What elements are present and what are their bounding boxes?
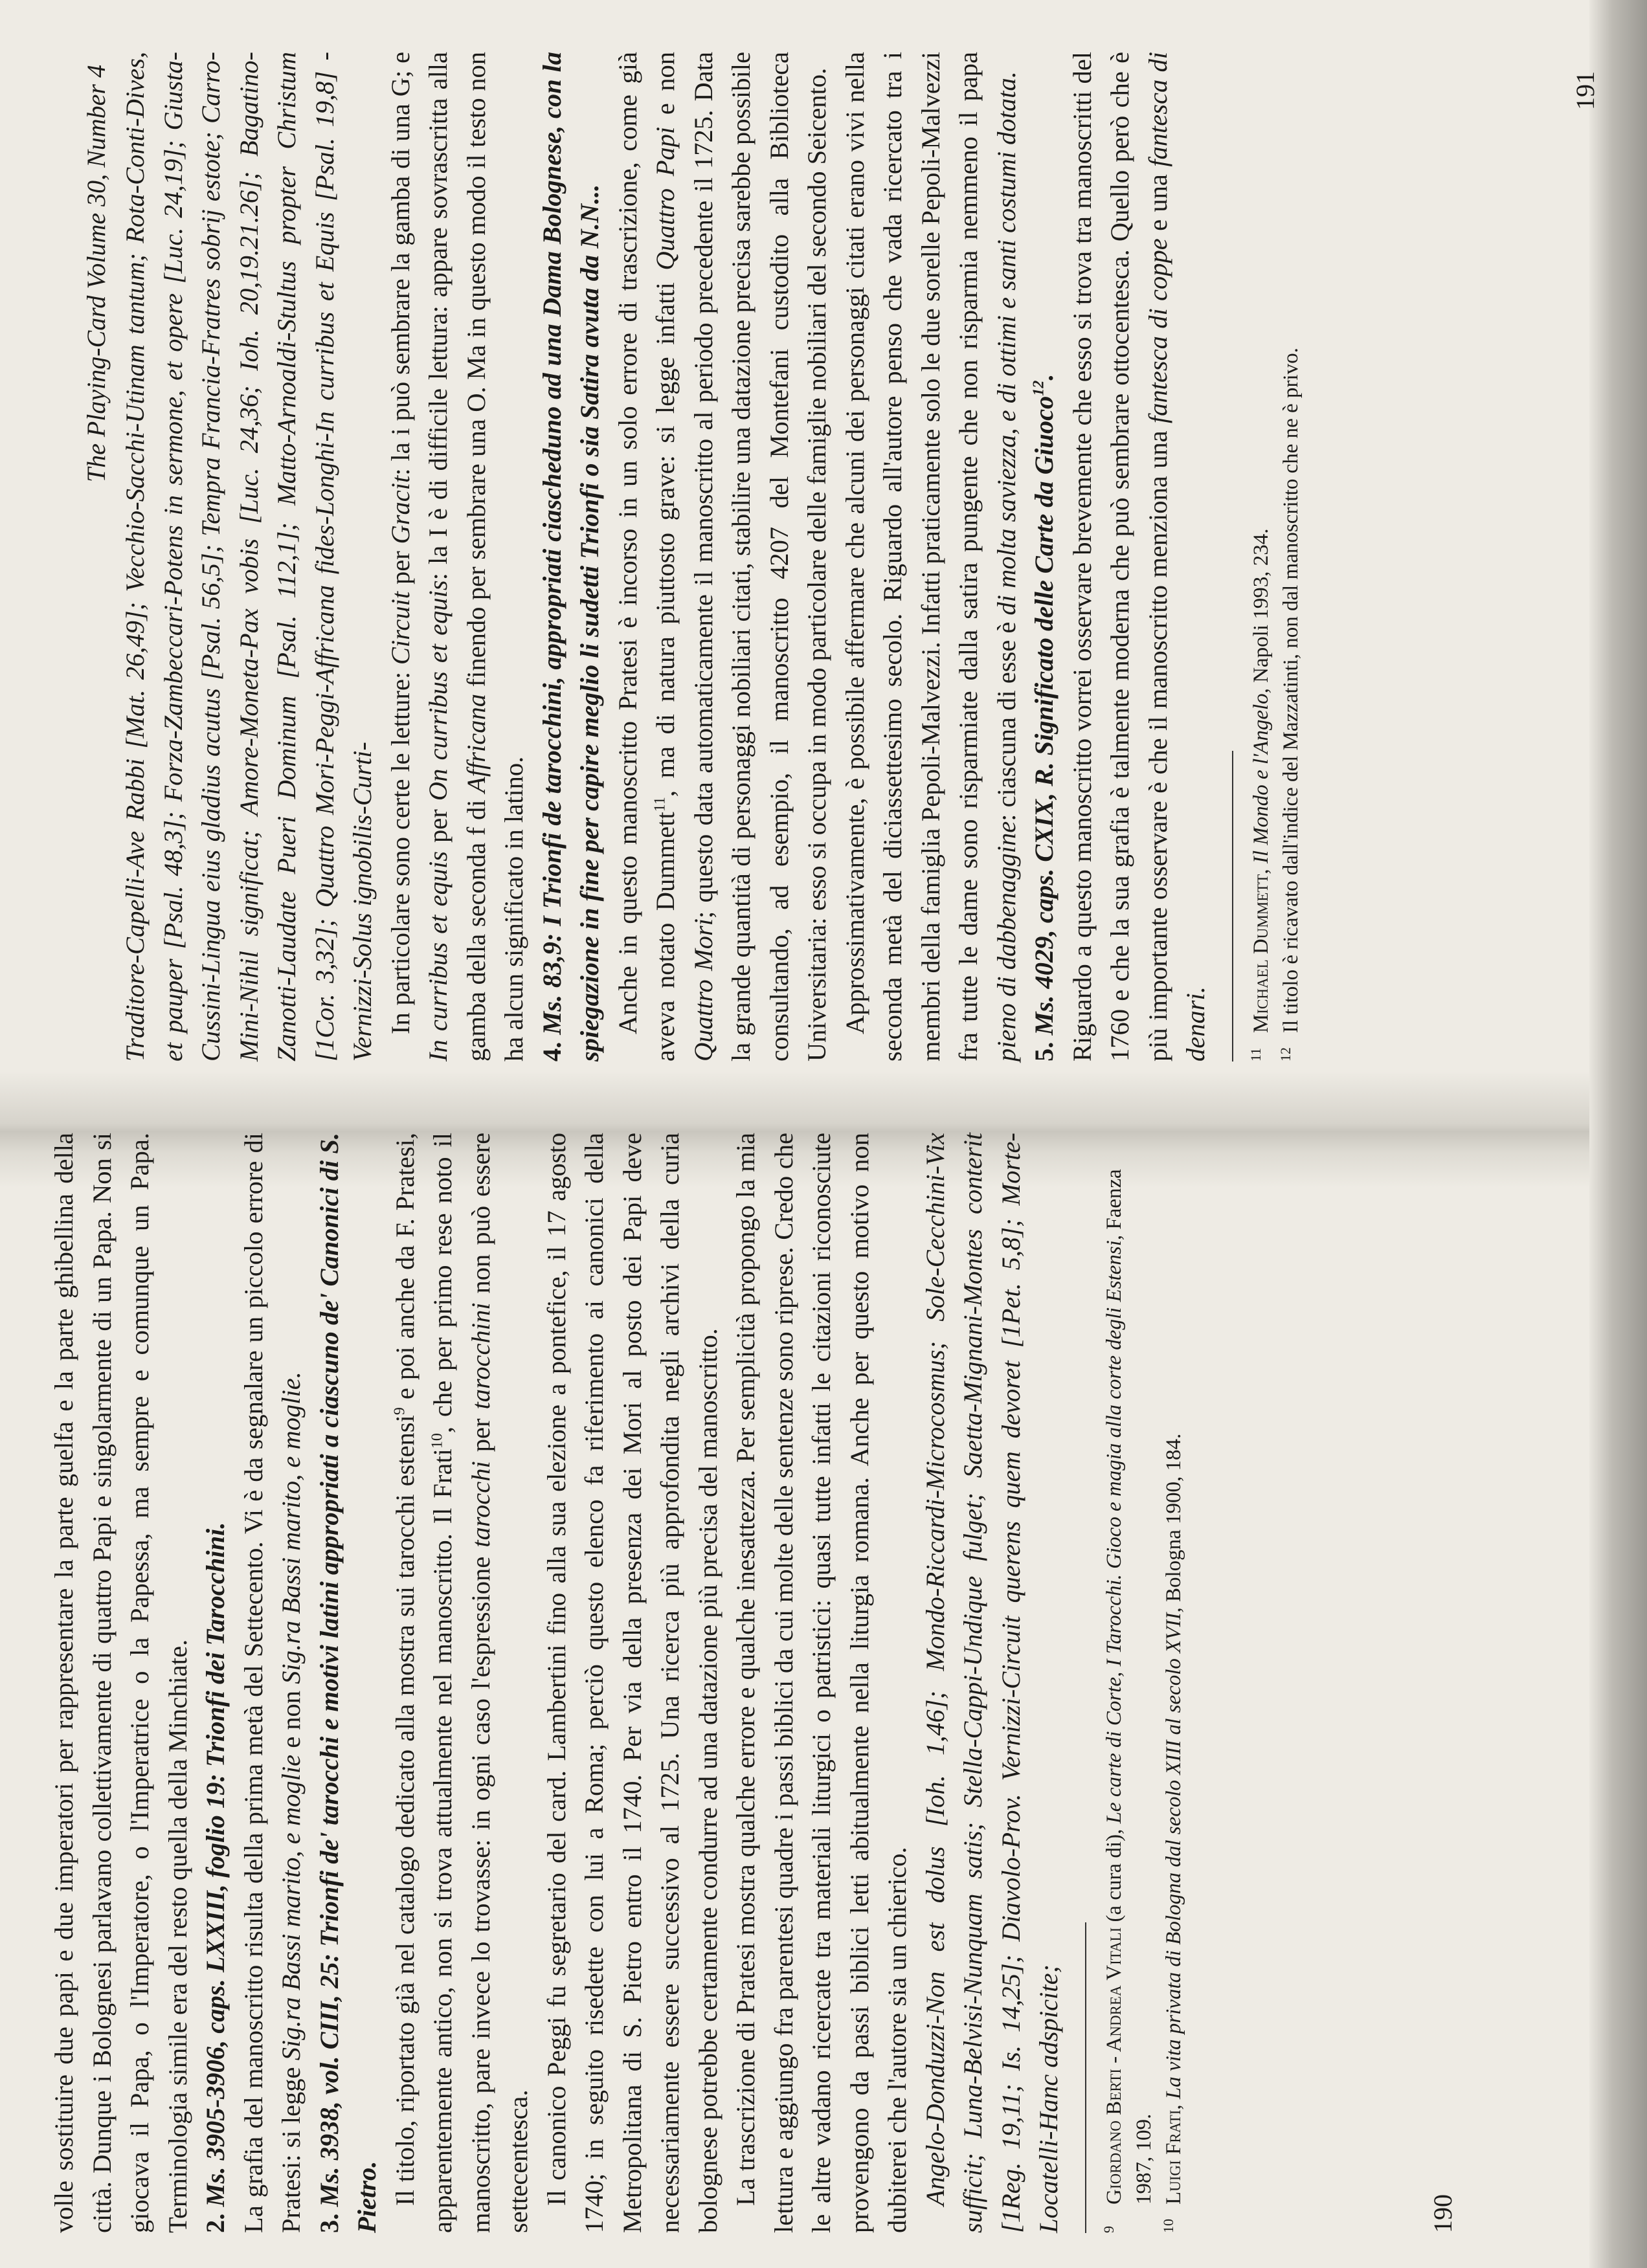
footnote-9-title: Le carte di Corte, I Tarocchi. Gioco e magia alla corte degli Estensi, [1102, 1234, 1126, 1824]
section-4-title: Ms. 83,9: I Trionfi de tarocchini, appropriati ciascheduno ad una Dama Bolognese, con la spiegazione in fine per capire meglio li sudetti Trionfi o sia Satira avuta da N.N... [537, 52, 604, 1062]
s4-p1-text-c: e non [651, 52, 680, 115]
section-3-title: Ms. 3938, vol. CIII, 25: Trionfi de' tarocchi e motivi latini appropriati a ciascuno de' Canonici di S. Pietro. [314, 1133, 381, 2233]
s4-p2-text-b: : ciascuna di esse è [991, 621, 1021, 821]
paragraph-guelfa: volle sostituire due papi e due imperatori per rappresentare la parte guelfa e la parte ghibellina della città. Dunque i Bolognesi parlavano collettivamente di quattro Papi e singolarmente di un Papa. Non si giocava il Papa, o l'Imperatore, o l'Imperatrice o la Papessa, ma sempre e comunque un Papa. Terminologia simile era del resto quella della Minchiate. [49, 1133, 192, 2233]
readings-text-d: per [423, 809, 453, 843]
section-5-paragraph [1064, 52, 1215, 1062]
section-3-paragraph-2: Il canonico Peggi fu segretario del card. Lambertini fino alla sua elezione a pontefice, il 17 agosto 1740; in seguito risedette con lui a Roma; perciò questo elenco fa riferimento ai canonici della Metropolitana di S. Pietro entro il 1740. Per via della presenza dei Mori al posto dei Papi deve necessariamente essere successivo al 1725. Una ricerca più approfondita negli archivi della curia bolognese potrebbe certamente condurre ad una datazione più precisa del manoscritto. [541, 1133, 723, 2233]
s4-p1-text-a: Anche in questo manoscritto Pratesi è incorso in un solo errore di trascrizione, come già aveva notato Dummett [612, 52, 680, 1062]
footnote-9-author: Giordano Berti - Andrea Vitali [1102, 1927, 1126, 2205]
footnote-ref-9: 9 [391, 1407, 408, 1416]
footnote-10 [1159, 1133, 1189, 2233]
section-5-number: 5. [1029, 1041, 1059, 1062]
s3-p1-term-tarocchi: tarocchi [465, 1461, 495, 1548]
s3-p1-text-c: , che per primo rese noto il manoscritto, pare invece lo trovasse: in ogni caso l'espressione [428, 1133, 495, 2233]
running-head: The Playing-Card Volume 30, Number 4 [82, 65, 111, 483]
section-2-text: La grafia del manoscritto risulta della prima metà del Settecento. Vi è da segnalare un piccolo errore di Pratesi: si legge [238, 1133, 306, 2233]
page-190 [45, 1133, 1483, 2233]
footnote-12-text: Il titolo è ricavato dall'indice del Mazzatinti, non dal manoscritto che ne è privo. [1279, 348, 1303, 1033]
footnote-10-number: 10 [1160, 2219, 1176, 2233]
section-4-paragraph-2 [836, 52, 1026, 1062]
page-number: 191 [1571, 71, 1600, 110]
section-3-heading [311, 1133, 387, 2233]
footnote-11-number: 11 [1247, 1047, 1264, 1062]
section-2-title: Ms. 3905-3906, caps. LXXIII, foglio 19: Trionfi dei Tarocchini. [201, 1522, 230, 2207]
section-4-number: 4. [537, 1041, 566, 1062]
s5-fantesca-di-denari: fantesca di denari. [1143, 51, 1210, 1062]
s5-fantesca-di-coppe: fantesca di coppe [1143, 238, 1172, 424]
s3-p1-text-d: per [465, 1418, 495, 1452]
footnote-ref-10: 10 [429, 1433, 446, 1449]
footnote-12 [1276, 52, 1306, 1062]
footnote-10-publication: Bologna 1900, 184. [1161, 1433, 1185, 1603]
s3-p1-term-tarocchini: tarocchini [465, 1302, 495, 1410]
canonici-list: Angelo-Donduzzi-Non est dolus [Ioh. 1,46]; Mondo-Riccardi-Microcosmus; Sole-Cecchini-Vix sufficit; Luna-Belvisi-Nunquam satis; Stella-Cappi-Undique fulget; Saetta-Mignani-Montes conterit [1Reg. 19,11; Is. 14,25]; Diavolo-Prov. Vernizzi-Circuit querens quem devoret [1Pet. 5,8]; Morte-Locatelli-Hanc adspicite; [920, 1133, 1063, 2233]
s5-text-b: e una [1143, 174, 1172, 231]
footnote-9 [1099, 1133, 1159, 2233]
section-2-quote-1: Sig.ra Bassi marito, e moglie [276, 1754, 306, 2061]
section-2-text-mid: e non [276, 1690, 306, 1748]
section-2-heading [197, 1133, 235, 2233]
footnote-10-author: Luigi Frati, [1161, 2104, 1185, 2205]
section-4-paragraph-1 [609, 52, 836, 1062]
footnote-11 [1246, 52, 1276, 1062]
page-191 [78, 52, 1606, 1062]
section-2-body [235, 1133, 311, 2233]
footnote-ref-11: 11 [651, 797, 669, 812]
footnote-12-number: 12 [1277, 1047, 1294, 1062]
section-2-number: 2. [201, 2213, 230, 2233]
readings-text-e: : la I è di difficile lettura: appare sovrascritta alla gamba della seconda f di [423, 51, 491, 1062]
page-190-body [45, 1133, 1068, 2233]
reading-circuit: Circuit [385, 591, 415, 665]
s4-quattro-papi: Quattro Papi [651, 126, 680, 271]
footnote-11-author: Michael Dummett, [1249, 869, 1273, 1033]
footnote-11-title: Il Mondo e l'Angelo, [1249, 688, 1273, 864]
reading-affricana: Affricana [461, 693, 491, 793]
s4-quattro-mori: Quattro Mori [688, 918, 718, 1062]
section-3-number: 3. [314, 2213, 344, 2233]
section-3-paragraph-3: La trascrizione di Pratesi mostra qualche errore e qualche inesattezza. Per semplicità propongo la mia lettura e aggiungo fra parentesi quadre i passi biblici da cui molte delle sentenze sono riprese. Credo che le altre vadano ricercate tra materiali liturgici o patristici: quasi tutte infatti le citazioni riconosciute provengono da passi biblici letti abitualmente nella liturgia romana. Anche per questo motivo non dubiterei che l'autore sia un chierico. [731, 1133, 912, 2233]
s4-p1-text-b: , ma di natura piuttosto grave: si legge infatti [651, 282, 680, 797]
footnote-separator [1085, 1922, 1086, 2233]
s5-text-a: Riguardo a questo manoscritto vorrei osservare brevemente che esso si trova tra manoscritti del 1760 e che la sua grafia è talmente moderna che può sembrare ottocentesca. Quello però che è più importante osservare è che il manoscritto menziona una [1067, 52, 1172, 1062]
footnote-11-publication: Napoli 1993, 234. [1249, 528, 1273, 683]
s3-p1-text-b: e poi anche da F. Pratesi, apparentemente antico, non si trova attualmente nel manoscritto. Il Frati [390, 1132, 457, 2233]
s4-pieno-di-dabbenaggine: pieno di dabbenaggine [991, 821, 1021, 1062]
section-3-paragraph-1 [387, 1133, 538, 2233]
canonici-list-continued: Traditore-Capelli-Ave Rabbi [Mat. 26,49]; Vecchio-Sacchi-Utinam tantum; Rota-Conti-Dives, et pauper [Psal. 48,3]; Forza-Zambeccari-Potens in sermone, et opere [Luc. 24,19]; Giusta-Cussini-Lingua eius gladius acutus [Psal. 56,5]; Tempra Francia-Fratres sobrij estote; Carro-Mini-Nihil significat; Amore-Moneta-Pax vobis [Luc. 24,36; Ioh. 20,19.21.26]; Bagatino-Zanotti-Laudate Pueri Dominum [Psal. 112,1]; Matto-Arnoaldi-Stultus propter Christum [1Cor. 3,32]; Quattro Mori-Peggi-Affricana fides-Longhi-In curribus et Equis [Psal. 19,8] -Vernizzi-Solus ignobilis-Curti- [120, 52, 377, 1062]
section-4-heading [533, 52, 609, 1062]
readings-text-c: : la i può sembrare la gamba di una G; e [385, 51, 415, 476]
reading-on-curribus: On curribus et equis [423, 580, 453, 801]
page-number: 190 [1428, 2194, 1457, 2233]
reading-gracit: Gracit [385, 475, 415, 544]
section-5-title: Ms. 4029, caps. CXIX, R. Significato delle Carte da Giuoco [1029, 395, 1059, 1036]
s3-p1-text-a: Il titolo, riportato già nel catalogo dedicato alla mostra sui tarocchi estensi [390, 1415, 420, 2206]
readings-text-f: finendo per sembrare una O. Ma in questo modo il testo non ha alcun significato in latino. [461, 51, 528, 1062]
s4-p2-text-a: Approssimativamente, è possibile affermare che alcuni dei personaggi citati erano vivi nella seconda metà del diciassettesimo secolo. Riguardo all'autore penso che vada ricercato tra i membri della famiglia Pepoli-Malvezzi. Infatti praticamente solo le due sorelle Pepoli-Malvezzi fra tutte le dame sono risparmiate dalla satira pungente che non risparmia nemmeno il papa [840, 52, 983, 1062]
footnote-9-number: 9 [1100, 2226, 1117, 2233]
s4-di-molta-saviezza: di molta saviezza, e di ottimi e santi costumi dotata. [991, 71, 1021, 616]
footnote-ref-12: 12 [1030, 380, 1048, 396]
readings-text-b: per [385, 551, 415, 584]
s4-p1-text-d: ; questo data automaticamente il manoscritto al periodo precedente il 1725. Data la grande quantità di personaggi nobiliari citati, stabilire una datazione precisa sarebbe possibile consultando, ad esempio, il manoscritto 4207 del Montefani custodito alla Biblioteca Universitaria: esso si occupa in modo particolare delle famiglie nobiliari del secondo Seicento. [688, 52, 831, 1062]
footnote-9-publication: Faenza 1987, 109. [1102, 1169, 1156, 2205]
page-191-body [117, 52, 1215, 1062]
section-5-heading: 5. Ms. 4029, caps. CXIX, R. Significato delle Carte da Giuoco$^{12}$. [1029, 373, 1059, 1062]
footnote-10-title: La vita privata di Bologna dal secolo XIII al secolo XVII, [1161, 1607, 1185, 2100]
s3-p1-text-e: non può essere settecentesca. [465, 1132, 533, 2233]
footnote-9-editor: (a cura di), [1102, 1829, 1126, 1922]
section-2-quote-2: Sig.ra Bassi marito, e moglie. [276, 1372, 306, 1684]
readings-text-a: In particolare sono certe le letture: [385, 671, 415, 1034]
reading-in-curribus: In curribus et equis [423, 851, 453, 1062]
footnote-separator [1232, 751, 1233, 1062]
readings-paragraph [382, 52, 533, 1062]
